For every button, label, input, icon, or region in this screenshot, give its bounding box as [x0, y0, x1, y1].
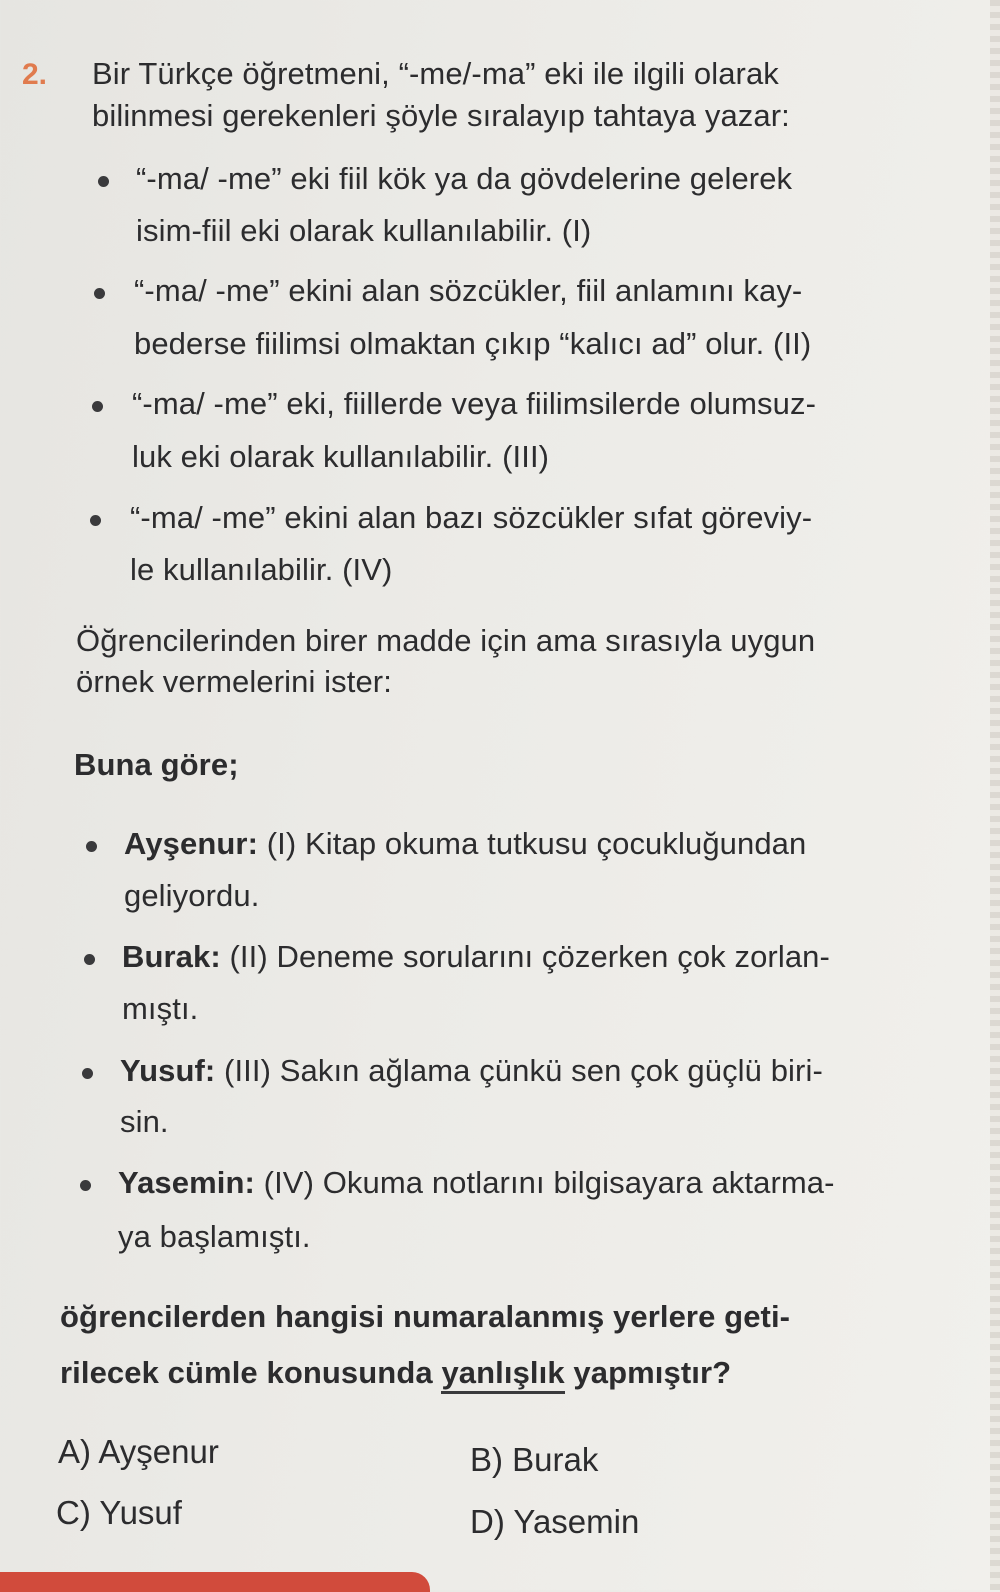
student-bullet-4: [80, 1180, 91, 1191]
option-d[interactable]: D) Yasemin: [470, 1503, 640, 1540]
ask-line-2-start: rilecek cümle konusunda: [60, 1355, 442, 1390]
student-3-line-2: sin.: [120, 1104, 169, 1139]
rule-1-line-2: isim-fiil eki olarak kullanılabilir. (I): [136, 213, 592, 248]
student-1-name: Ayşenur:: [124, 826, 259, 861]
rule-bullet-3: [92, 401, 103, 412]
rule-4-line-1: “-ma/ -me” ekini alan bazı sözcükler sıfat göreviy-: [130, 500, 813, 535]
student-2-line-1: [122, 940, 830, 974]
rule-3-line-1: “-ma/ -me” eki, fiillerde veya fiilimsilerde olumsuz-: [132, 386, 816, 421]
rule-bullet-1: [98, 176, 109, 187]
rule-1-line-1: “-ma/ -me” eki fiil kök ya da gövdelerine gelerek: [136, 161, 793, 196]
ask-underlined-word: yanlışlık: [441, 1355, 564, 1394]
option-b[interactable]: B) Burak: [470, 1441, 599, 1478]
student-2-text: (II) Deneme sorularını çözerken çok zorlan-: [220, 939, 830, 974]
rule-3-line-2: luk eki olarak kullanılabilir. (III): [132, 439, 550, 474]
bottom-color-bar: [0, 1572, 430, 1592]
ask-line-1: öğrencilerden hangisi numaralanmış yerlere geti-: [60, 1299, 791, 1334]
student-1-line-1: [124, 827, 806, 861]
ask-line-2-end: yapmıştır?: [564, 1355, 732, 1390]
student-1-line-2: geliyordu.: [124, 878, 260, 913]
student-2-line-2: mıştı.: [122, 991, 199, 1026]
student-bullet-3: [82, 1068, 93, 1079]
lead-text: Buna göre;: [74, 747, 239, 782]
student-4-line-1: [118, 1166, 835, 1200]
student-bullet-2: [84, 954, 95, 965]
student-1-text: (I) Kitap okuma tutkusu çocukluğundan: [258, 826, 807, 861]
student-2-name: Burak:: [122, 939, 221, 974]
question-number: 2.: [22, 58, 48, 91]
rule-4-line-2: le kullanılabilir. (IV): [130, 552, 393, 587]
rule-2-line-2: bederse fiilimsi olmaktan çıkıp “kalıcı ad” olur. (II): [134, 326, 812, 361]
rule-bullet-2: [94, 288, 105, 299]
student-4-text: (IV) Okuma notlarını bilgisayara aktarma-: [254, 1165, 835, 1200]
student-3-line-1: [120, 1054, 823, 1088]
page-edge: [990, 0, 1000, 1590]
rule-bullet-4: [90, 515, 101, 526]
student-bullet-1: [86, 841, 97, 852]
option-a[interactable]: A) Ayşenur: [58, 1433, 219, 1470]
request-line-1: Öğrencilerinden birer madde için ama sırasıyla uygun: [76, 623, 816, 658]
option-c[interactable]: C) Yusuf: [56, 1494, 182, 1531]
student-4-line-2: ya başlamıştı.: [118, 1219, 311, 1254]
student-4-name: Yasemin:: [118, 1165, 255, 1200]
intro-line-1: Bir Türkçe öğretmeni, “-me/-ma” eki ile ilgili olarak: [92, 56, 779, 91]
student-3-name: Yusuf:: [120, 1053, 216, 1088]
intro-line-2: bilinmesi gerekenleri şöyle sıralayıp tahtaya yazar:: [92, 98, 790, 133]
rule-2-line-1: “-ma/ -me” ekini alan sözcükler, fiil anlamını kay-: [134, 273, 803, 308]
ask-line-2: [60, 1356, 731, 1390]
request-line-2: örnek vermelerini ister:: [76, 664, 392, 699]
student-3-text: (III) Sakın ağlama çünkü sen çok güçlü biri-: [215, 1053, 823, 1088]
